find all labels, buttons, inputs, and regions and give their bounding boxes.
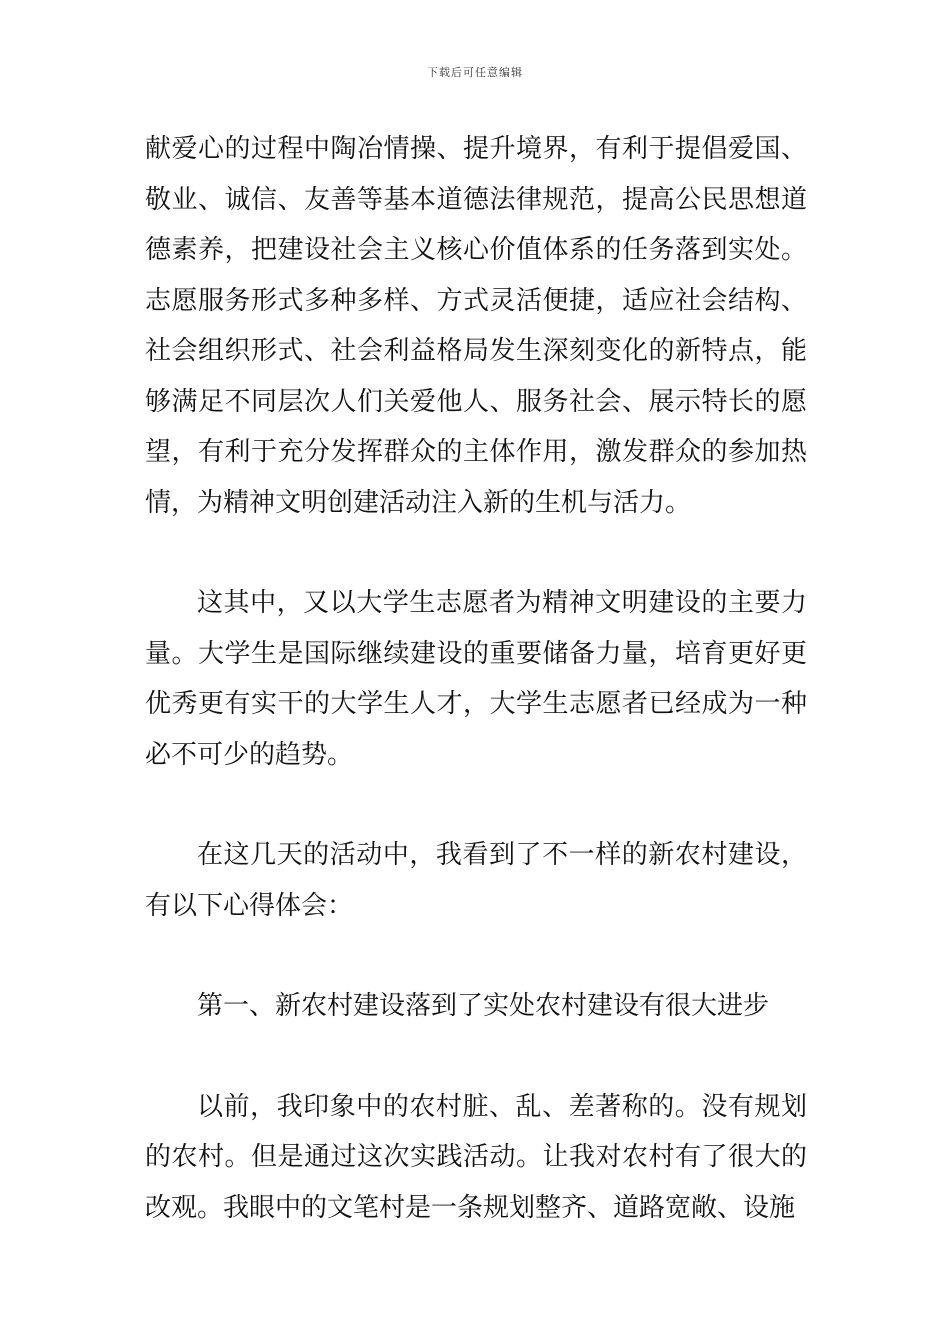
paragraph-gap [145,931,807,981]
paragraph-gap [145,1032,807,1082]
document-body [145,124,807,1233]
paragraph-4: 以前，我印象中的农村脏、乱、差著称的。没有规划的农村。但是通过这次实践活动。让我对农村有了很大的改观。我眼中的文笔村是一条规划整齐、道路宽敞、设施 [145,1091,807,1223]
paragraph-1: 献爱心的过程中陶冶情操、提升境界，有利于提倡爱国、敬业、诚信、友善等基本道德法律规范，提高公民思想道德素养，把建设社会主义核心价值体系的任务落到实处。志愿服务形式多种多样、方式灵活便捷，适应社会结构、社会组织形式、社会利益格局发生深刻变化的新特点，能够满足不同层次人们关爱他人、服务社会、展示特长的愿望，有利于充分发挥群众的主体作用，激发群众的参加热情，为精神文明创建活动注入新的生机与活力。 [145,134,807,518]
page-header: 下载后可任意编辑 [427,66,523,79]
paragraph-3: 在这几天的活动中，我看到了不一样的新农村建设，有以下心得体会： [145,840,807,921]
paragraph-2: 这其中，又以大学生志愿者为精神文明建设的主要力量。大学生是国际继续建设的重要储备力量，培育更好更优秀更有实干的大学生人才，大学生志愿者已经成为一种必不可少的趋势。 [145,588,807,770]
paragraph-gap [145,528,807,578]
paragraph-gap [145,780,807,830]
section-heading: 第一、新农村建设落到了实处农村建设有很大进步 [197,991,770,1021]
